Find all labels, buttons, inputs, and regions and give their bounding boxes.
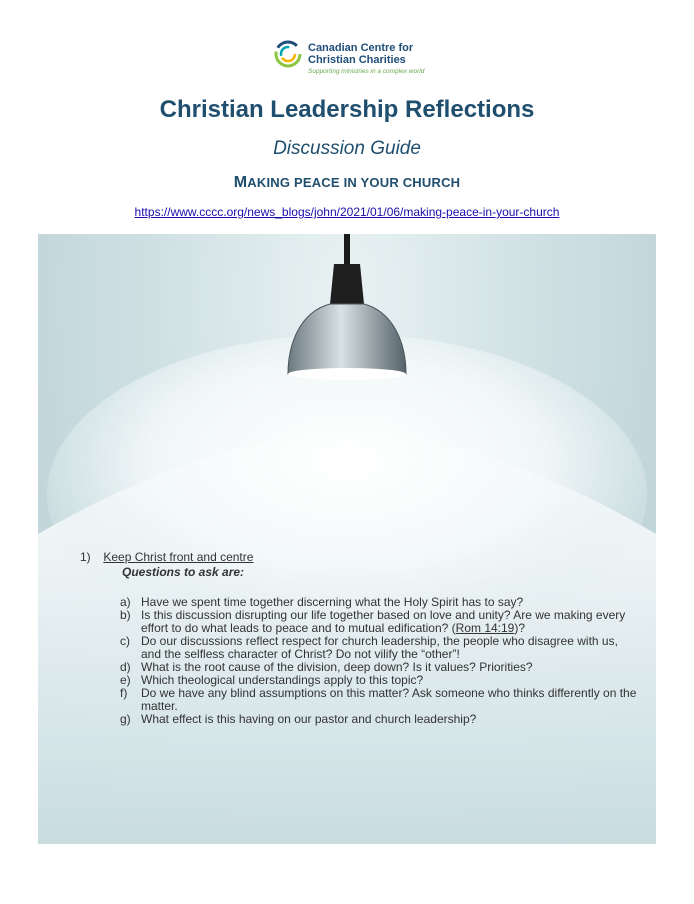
list-item: a) Have we spent time together discerning what the Holy Spirit has to say? xyxy=(120,595,524,609)
logo-name xyxy=(308,42,413,66)
question-subheading: Questions to ask are: xyxy=(122,565,245,579)
list-item: g) What effect is this having on our pastor and church leadership? xyxy=(120,712,477,726)
question-number: 1) xyxy=(80,550,91,564)
article-link[interactable]: https://www.cccc.org/news_blogs/john/2021/01/06/making-peace-in-your-church xyxy=(134,205,560,219)
question-heading xyxy=(80,550,253,564)
list-item: b) Is this discussion disrupting our life together based on love and unity? Are we making every effort to do what leads to peace and to mutual edification? (Rom 14:19)? xyxy=(120,608,626,635)
list-item: f) Do we have any blind assumptions on this matter? Ask someone who thinks differently on the matter. xyxy=(120,686,637,713)
list-item: e) Which theological understandings apply to this topic? xyxy=(120,673,424,687)
list-item: d) What is the root cause of the division, deep down? Is it values? Priorities? xyxy=(120,660,533,674)
logo-line-2: Christian Charities xyxy=(308,54,406,66)
logo-tagline: Supporting ministries in a complex world xyxy=(308,68,425,75)
page-title: Christian Leadership Reflections xyxy=(159,96,535,123)
scripture-reference[interactable]: Rom 14:19 xyxy=(455,621,515,635)
lamp-photo xyxy=(38,234,656,844)
question-label: Keep Christ front and centre xyxy=(103,550,254,564)
logo-line-1: Canadian Centre for xyxy=(308,42,414,54)
cccc-logo xyxy=(272,36,472,82)
logo-icon xyxy=(272,38,304,70)
section-title: MAKING PEACE IN YOUR CHURCH xyxy=(233,174,461,191)
page-subtitle: Discussion Guide xyxy=(273,138,421,159)
question-list xyxy=(120,596,640,726)
list-item: c) Do our discussions reflect respect for church leadership, the people who disagree with us, and the selfless character of Christ? Do not vilify the “other”! xyxy=(120,634,618,661)
